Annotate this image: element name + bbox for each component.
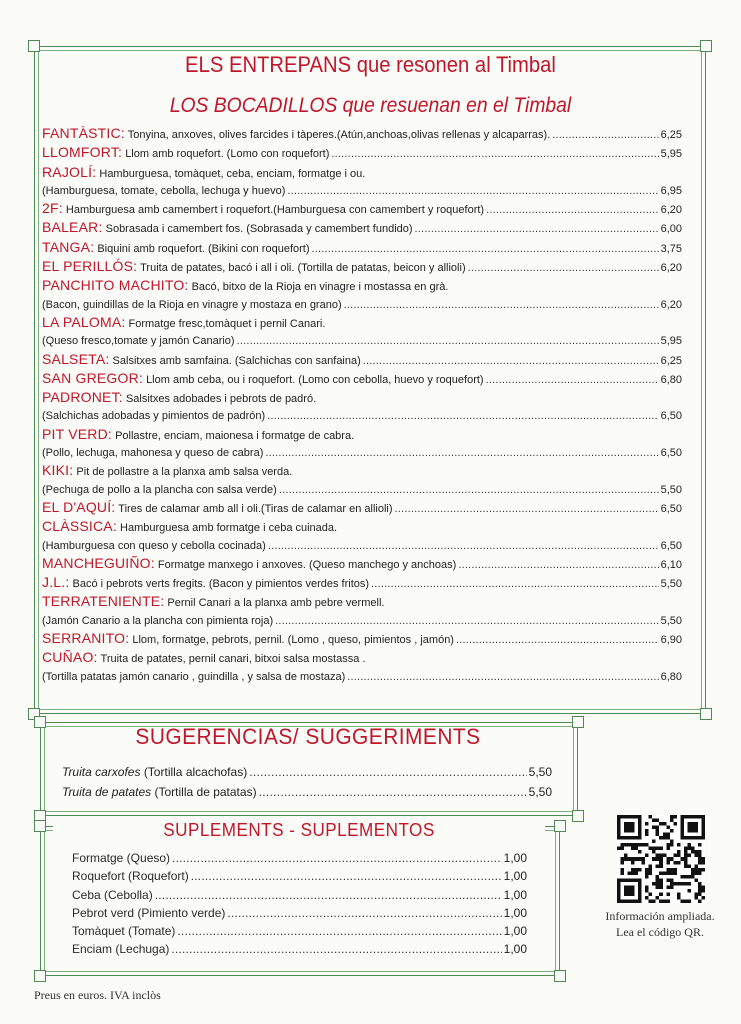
menu-item-line [42,297,682,314]
menu-item-price: 6,80 [660,373,682,386]
dot-leader [279,482,659,499]
menu-item-text [42,538,266,555]
menu-item-line [42,445,682,462]
menu-item [42,258,682,277]
menu-item-text [42,574,369,593]
menu-item-text [42,239,310,258]
menu-item-description: Pit de pollastre a la planxa amb salsa verda. [76,466,293,479]
menu-item-line [42,144,682,163]
dot-leader [468,260,659,277]
suggestion-name-catalan: Truita de patates [62,785,152,799]
dot-leader [275,613,658,630]
menu-item [42,389,682,426]
menu-item-text [42,164,365,183]
frame-corner-ornament [554,820,566,832]
menu-item-name: CUÑAO: [42,649,98,666]
menu-item-line [42,333,682,350]
menu-item-name: EL PERILLÓS: [42,258,138,275]
suggestion-price: 5,50 [528,765,552,779]
menu-item-text [42,593,384,612]
menu-item-line [42,258,682,277]
menu-item-name: KIKI: [42,462,74,479]
menu-item [42,351,682,370]
menu-item-line [42,125,682,144]
qr-code[interactable] [617,815,705,903]
menu-item-text [42,426,354,445]
menu-item-description: (Bacon, guindillas de la Rioja en vinagre y mostaza en grano) [42,298,342,311]
dot-leader [486,202,659,219]
menu-item-description: Hamburguesa amb camembert i roquefort.(Hamburguesa con camembert y roquefort) [65,204,485,217]
suggestion-name-spanish: (Tortilla alcachofas) [143,765,248,779]
menu-item-line [42,351,682,370]
menu-item [42,630,682,649]
menu-item-name: MANCHEGUIÑO: [42,554,155,571]
menu-item [42,518,682,555]
supplement-row [72,940,527,958]
menu-title-catalan: ELS ENTREPANS que resonen al Timbal [185,52,556,77]
menu-item-price: 6,50 [660,410,682,423]
menu-item-line [42,538,682,555]
menu-item-line [42,277,682,296]
menu-item-description: (Hamburguesa, tomate, cebolla, lechuga y huevo) [42,184,286,197]
menu-item-price: 6,80 [660,670,682,683]
menu-item-price: 5,50 [660,578,682,591]
menu-item-price: 6,25 [660,129,682,141]
menu-item [42,649,682,686]
menu-item-description: Formatge manxego i anxoves. (Queso manchego y anchoas) [157,558,457,571]
supplement-price: 1,00 [503,869,527,884]
dot-leader [191,867,502,885]
suggestion-name [62,762,247,782]
supplement-price: 1,00 [503,851,527,865]
menu-item-text [42,613,273,630]
menu-item-price: 6,20 [660,262,682,275]
frame-corner-ornament [34,970,46,982]
menu-item [42,314,682,351]
menu-item-name: RAJOLÍ: [42,163,97,180]
menu-item-description: Llom amb ceba, ou i roquefort. (Lomo con cebolla, huevo y roquefort) [146,373,484,386]
supplement-row [72,904,527,922]
frame-corner-ornament [700,40,712,52]
supplement-row [72,886,527,904]
menu-item-name: TANGA: [42,238,95,255]
frame-corner-ornament [700,708,712,720]
menu-item-description: Bacó, bitxo de la Rioja en vinagre i mostassa en grà. [191,281,449,294]
menu-item [42,277,682,314]
menu-item-text [42,314,325,333]
menu-item-name: LLOMFORT: [42,144,123,161]
menu-item-description: Truita de patates, bacó i all i oli. (Tortilla de patatas, beicon y allioli) [140,262,466,275]
supplement-label: Roquefort (Roquefort) [72,869,189,884]
menu-item-description: Llom, formatge, pebrots, pernil. (Lomo , queso, pimientos , jamón) [132,634,454,647]
dot-leader [177,922,501,940]
menu-item [42,239,682,258]
menu-item-description: (Pollo, lechuga, mahonesa y queso de cabra) [42,447,264,460]
menu-item-text [42,408,265,425]
dot-leader [395,501,659,518]
menu-item-description: Sobrasada i camembert fos. (Sobrasada y camembert fundido) [105,223,413,236]
price-note: Preus en euros. IVA inclòs [34,988,161,1002]
menu-item [42,462,682,499]
menu-item-price: 5,95 [660,335,682,348]
menu-item-name: PANCHITO MACHITO: [42,277,189,294]
menu-item-description: Tonyina, anxoves, olives farcides i tàperes.(Atún,anchoas,olivas rellenas y alcaparras). [127,129,551,141]
dot-leader [265,445,658,462]
menu-item-name: 2F: [42,200,63,217]
supplement-price: 1,00 [503,887,527,902]
menu-item [42,574,682,593]
supplement-row [72,922,527,940]
menu-item-name: PADRONET: [42,389,123,406]
menu-item [42,219,682,238]
dot-leader [237,333,659,350]
menu-item-text [42,370,484,389]
menu-item-line [42,408,682,425]
menu-item [42,144,682,163]
frame-corner-ornament [28,40,40,52]
menu-item-price: 6,95 [660,184,682,197]
suggestion-price: 5,50 [528,785,552,799]
supplement-price: 1,00 [503,942,527,957]
dot-leader [287,183,658,200]
menu-item-line [42,200,682,219]
menu-item-line [42,669,682,686]
suggestion-name-catalan: Truita carxofes [62,765,141,779]
menu-item [42,370,682,389]
dot-leader [363,353,659,370]
menu-item-line [42,426,682,445]
menu-item-description: (Queso fresco,tomate y jamón Canario) [42,335,235,348]
menu-item-line [42,499,682,518]
frame-corner-ornament [554,970,566,982]
dot-leader [259,782,527,802]
menu-item-price: 5,50 [660,483,682,496]
menu-item-text [42,125,550,144]
supplement-label: Formatge (Queso) [72,851,171,865]
menu-item [42,426,682,463]
menu-item-line [42,482,682,499]
supplement-row [72,867,527,885]
menu-item-description: Formatge fresc,tomàquet i pernil Canari. [128,317,326,330]
menu-item [42,499,682,518]
menu-item-name: TERRATENIENTE: [42,593,165,610]
menu-item-text [42,200,484,219]
menu-item-text [42,499,393,518]
menu-item-price: 6,25 [660,354,682,367]
menu-item-description: Salsitxes amb samfaina. (Salchichas con sanfaina) [112,354,361,367]
menu-item-text [42,630,454,649]
menu-item-text [42,518,337,537]
menu-item-text [42,649,365,668]
supplement-row [72,849,527,867]
menu-item-description: Hamburguesa, tomàquet, ceba, enciam, formatge i ou. [99,167,366,180]
menu-item-price: 3,75 [660,242,682,255]
menu-item-name: FANTÀSTIC: [42,125,125,141]
menu-item-text [42,144,329,163]
menu-item-price: 6,10 [660,558,682,571]
suggestion-name-spanish: (Tortilla de patatas) [154,785,257,799]
dot-leader [155,886,502,904]
menu-item-text [42,555,456,574]
menu-item-line [42,389,682,408]
menu-item-name: BALEAR: [42,219,103,236]
suggestion-name [62,782,257,802]
menu-item-line [42,518,682,537]
menu-item-name: LA PALOMA: [42,313,126,330]
menu-item [42,200,682,219]
menu-item-name: SALSETA: [42,350,110,367]
menu-item-name: EL D'AQUÍ: [42,498,116,515]
menu-item-line [42,613,682,630]
menu-item-line [42,593,682,612]
supplement-label: Pebrot verd (Pimiento verde) [72,905,226,920]
dot-leader [486,372,659,389]
suggestion-row [62,782,552,802]
menu-item-description: Salsitxes adobades i pebrots de padró. [125,393,317,406]
menu-item-name: PIT VERD: [42,425,113,442]
menu-item-description: Pernil Canari a la planxa amb pebre vermell. [167,597,385,610]
menu-item-price: 6,20 [660,204,682,217]
supplement-price: 1,00 [503,905,527,920]
frame-corner-ornament [34,716,46,728]
menu-item-price: 6,00 [660,223,682,236]
menu-item [42,555,682,574]
menu-item-price: 6,50 [660,447,682,460]
menu-item-text [42,351,361,370]
menu-item-line [42,574,682,593]
menu-item-description: Tires de calamar amb all i oli.(Tiras de calamar en allioli) [118,502,393,515]
dot-leader [344,297,659,314]
menu-item-line [42,630,682,649]
menu-item-line [42,219,682,238]
menu-item-price: 6,50 [660,539,682,552]
supplement-label: Ceba (Cebolla) [72,887,153,902]
menu-item-text [42,219,413,238]
menu-item-text [42,183,285,200]
dot-leader [331,146,658,163]
menu-item-description: (Salchichas adobadas y pimientos de padrón) [42,410,266,423]
menu-item-price: 6,50 [660,502,682,515]
menu-item-line [42,239,682,258]
menu-item-name: J.L.: [42,574,70,591]
dot-leader [552,127,658,144]
dot-leader [172,849,502,867]
suggestions-title: SUGERENCIAS/ SUGGERIMENTS [135,724,481,749]
menu-item [42,164,682,201]
menu-item-description: Bacó i pebrots verts fregits. (Bacon y pimientos verdes fritos) [72,578,370,591]
menu-item-line [42,183,682,200]
dot-leader [267,408,658,425]
menu-item-description: Biquini amb roquefort. (Bikini con roquefort) [97,242,310,255]
menu-item-text [42,389,316,408]
dot-leader [415,221,659,238]
dot-leader [347,669,658,686]
dot-leader [268,538,659,555]
menu-item-line [42,649,682,668]
menu-item-price: 6,20 [660,298,682,311]
suggestions-list [62,762,552,802]
sandwich-list [42,125,682,686]
dot-leader [458,557,658,574]
qr-caption-line2: Lea el código QR. [616,925,704,939]
menu-item-price: 5,95 [660,148,682,161]
menu-item-description: Hamburguesa amb formatge i ceba cuinada. [120,522,338,535]
dot-leader [371,576,659,593]
menu-item-text [42,445,263,462]
frame-corner-ornament [572,716,584,728]
menu-item-description: Pollastre, enciam, maionesa i formatge de cabra. [115,429,355,442]
menu-item-description: (Hamburguesa con queso y cebolla cocinada) [42,539,266,552]
menu-item-description: (Jamón Canario a la plancha con pimienta roja) [42,614,274,627]
menu-item-line [42,462,682,481]
menu-item-name: CLÀSSICA: [42,518,117,535]
dot-leader [312,241,659,258]
menu-item-price: 6,90 [660,634,682,647]
menu-item-price: 5,50 [660,614,682,627]
menu-item-line [42,370,682,389]
supplements-title: SUPLEMENTS - SUPLEMENTOS [53,820,545,841]
menu-item-description: Truita de patates, pernil canari, bitxoi salsa mostassa . [100,653,366,666]
menu-item-description: Llom amb roquefort. (Lomo con roquefort) [125,148,330,161]
menu-item [42,593,682,630]
menu-item [42,125,682,144]
qr-caption-line1: Información ampliada. [605,909,715,923]
supplement-label: Tomàquet (Tomate) [72,924,176,939]
menu-item-text [42,669,345,686]
supplements-list [72,849,527,959]
dot-leader [171,940,501,958]
dot-leader [227,904,501,922]
supplement-price: 1,00 [503,924,527,939]
frame-corner-ornament [572,810,584,822]
menu-item-text [42,258,466,277]
menu-item-description: (Pechuga de pollo a la plancha con salsa verde) [42,483,277,496]
menu-item-text [42,482,277,499]
dot-leader [249,762,526,782]
menu-item-text [42,462,292,481]
menu-item-text [42,333,235,350]
menu-item-line [42,164,682,183]
dot-leader [456,632,659,649]
menu-item-text [42,277,448,296]
menu-item-line [42,555,682,574]
supplement-label: Enciam (Lechuga) [72,942,170,957]
menu-item-description: (Tortilla patatas jamón canario , guindilla , y salsa de mostaza) [42,670,346,683]
qr-caption [590,908,730,940]
menu-title-spanish: LOS BOCADILLOS que resuenan en el Timbal [169,94,572,117]
menu-item-name: SERRANITO: [42,630,130,647]
menu-item-name: SAN GREGOR: [42,369,143,386]
frame-corner-ornament [34,820,46,832]
menu-item-text [42,297,342,314]
menu-item-line [42,314,682,333]
suggestion-row [62,762,552,782]
